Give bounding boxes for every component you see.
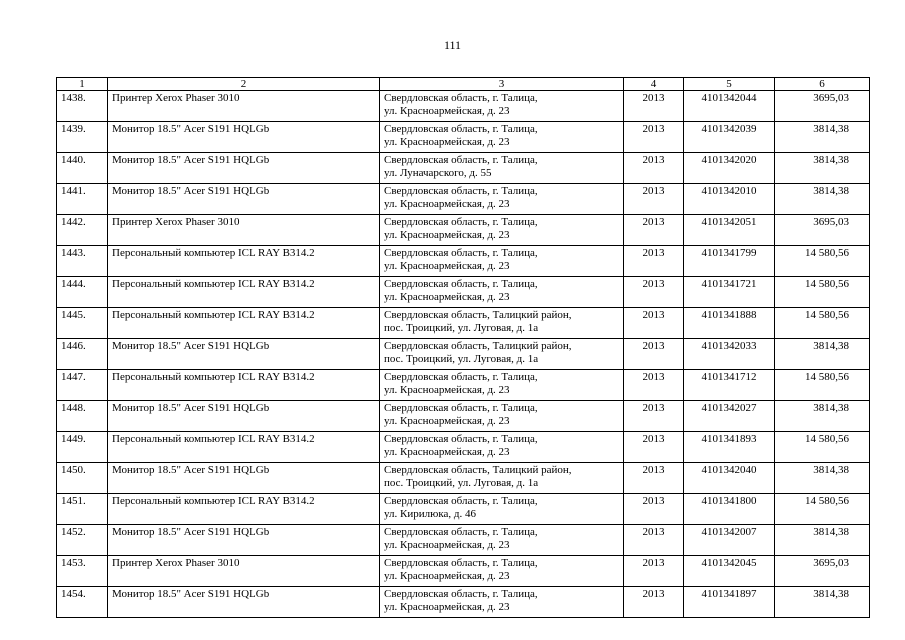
year-cell: 2013 bbox=[624, 277, 684, 308]
address-line-2: ул. Красноармейская, д. 23 bbox=[384, 415, 510, 427]
table-row bbox=[57, 432, 870, 463]
row-number-cell: 1440. bbox=[57, 153, 108, 184]
inventory-number-cell: 4101342040 bbox=[684, 463, 775, 494]
year-cell: 2013 bbox=[624, 432, 684, 463]
column-header-4: 4 bbox=[624, 78, 684, 91]
address-cell bbox=[380, 184, 624, 215]
row-number-cell: 1446. bbox=[57, 339, 108, 370]
table-row bbox=[57, 463, 870, 494]
inventory-number-cell: 4101341888 bbox=[684, 308, 775, 339]
address-cell bbox=[380, 339, 624, 370]
table-row bbox=[57, 370, 870, 401]
inventory-number-cell: 4101342033 bbox=[684, 339, 775, 370]
address-line-2: ул. Красноармейская, д. 23 bbox=[384, 105, 510, 117]
address-line-2: ул. Красноармейская, д. 23 bbox=[384, 229, 510, 241]
address-line-2: пос. Троицкий, ул. Луговая, д. 1а bbox=[384, 322, 539, 334]
address-line-1: Свердловская область, г. Талица, bbox=[384, 588, 538, 600]
year-cell: 2013 bbox=[624, 122, 684, 153]
year-cell: 2013 bbox=[624, 587, 684, 618]
table-row bbox=[57, 308, 870, 339]
page-number: 111 bbox=[443, 38, 462, 52]
inventory-number-cell: 4101342044 bbox=[684, 91, 775, 122]
address-line-2: ул. Красноармейская, д. 23 bbox=[384, 570, 510, 582]
address-line-1: Свердловская область, Талицкий район, bbox=[384, 340, 572, 352]
column-header-5: 5 bbox=[684, 78, 775, 91]
address-line-1: Свердловская область, г. Талица, bbox=[384, 402, 538, 414]
address-line-1: Свердловская область, Талицкий район, bbox=[384, 309, 572, 321]
item-name-cell: Персональный компьютер ICL RAY B314.2 bbox=[108, 246, 380, 277]
table-row bbox=[57, 215, 870, 246]
address-line-2: ул. Красноармейская, д. 23 bbox=[384, 384, 510, 396]
cost-cell: 14 580,56 bbox=[775, 432, 870, 463]
cost-cell: 3814,38 bbox=[775, 339, 870, 370]
address-line-2: ул. Красноармейская, д. 23 bbox=[384, 601, 510, 613]
column-header-2: 2 bbox=[108, 78, 380, 91]
row-number-cell: 1447. bbox=[57, 370, 108, 401]
address-cell bbox=[380, 277, 624, 308]
address-line-2: ул. Красноармейская, д. 23 bbox=[384, 539, 510, 551]
address-cell bbox=[380, 587, 624, 618]
cost-cell: 3814,38 bbox=[775, 587, 870, 618]
address-line-1: Свердловская область, г. Талица, bbox=[384, 557, 538, 569]
row-number-cell: 1441. bbox=[57, 184, 108, 215]
year-cell: 2013 bbox=[624, 91, 684, 122]
address-line-2: ул. Луначарского, д. 55 bbox=[384, 167, 492, 179]
row-number-cell: 1443. bbox=[57, 246, 108, 277]
address-line-1: Свердловская область, г. Талица, bbox=[384, 154, 538, 166]
year-cell: 2013 bbox=[624, 556, 684, 587]
address-line-1: Свердловская область, г. Талица, bbox=[384, 185, 538, 197]
address-line-1: Свердловская область, Талицкий район, bbox=[384, 464, 572, 476]
row-number-cell: 1454. bbox=[57, 587, 108, 618]
address-line-1: Свердловская область, г. Талица, bbox=[384, 247, 538, 259]
item-name-cell: Персональный компьютер ICL RAY B314.2 bbox=[108, 494, 380, 525]
table-row bbox=[57, 401, 870, 432]
address-line-2: ул. Красноармейская, д. 23 bbox=[384, 260, 510, 272]
inventory-number-cell: 4101342051 bbox=[684, 215, 775, 246]
address-line-2: ул. Красноармейская, д. 23 bbox=[384, 446, 510, 458]
table-row bbox=[57, 494, 870, 525]
address-cell bbox=[380, 91, 624, 122]
row-number-cell: 1444. bbox=[57, 277, 108, 308]
item-name-cell: Монитор 18.5" Acer S191 HQLGb bbox=[108, 587, 380, 618]
table-row bbox=[57, 587, 870, 618]
address-line-2: ул. Кирилюка, д. 46 bbox=[384, 508, 476, 520]
item-name-cell: Принтер Xerox Phaser 3010 bbox=[108, 215, 380, 246]
year-cell: 2013 bbox=[624, 184, 684, 215]
address-line-1: Свердловская область, г. Талица, bbox=[384, 278, 538, 290]
cost-cell: 14 580,56 bbox=[775, 308, 870, 339]
inventory-number-cell: 4101341800 bbox=[684, 494, 775, 525]
address-cell bbox=[380, 122, 624, 153]
address-line-1: Свердловская область, г. Талица, bbox=[384, 526, 538, 538]
item-name-cell: Монитор 18.5" Acer S191 HQLGb bbox=[108, 401, 380, 432]
row-number-cell: 1439. bbox=[57, 122, 108, 153]
table-row bbox=[57, 525, 870, 556]
inventory-number-cell: 4101342007 bbox=[684, 525, 775, 556]
inventory-number-cell: 4101342010 bbox=[684, 184, 775, 215]
address-line-1: Свердловская область, г. Талица, bbox=[384, 92, 538, 104]
address-cell bbox=[380, 494, 624, 525]
row-number-cell: 1448. bbox=[57, 401, 108, 432]
row-number-cell: 1452. bbox=[57, 525, 108, 556]
cost-cell: 3695,03 bbox=[775, 91, 870, 122]
address-line-2: ул. Красноармейская, д. 23 bbox=[384, 136, 510, 148]
row-number-cell: 1453. bbox=[57, 556, 108, 587]
table-row bbox=[57, 277, 870, 308]
table-header-row bbox=[57, 78, 870, 91]
row-number-cell: 1442. bbox=[57, 215, 108, 246]
address-line-1: Свердловская область, г. Талица, bbox=[384, 495, 538, 507]
item-name-cell: Персональный компьютер ICL RAY B314.2 bbox=[108, 308, 380, 339]
address-line-2: ул. Красноармейская, д. 23 bbox=[384, 198, 510, 210]
cost-cell: 3695,03 bbox=[775, 215, 870, 246]
cost-cell: 3814,38 bbox=[775, 401, 870, 432]
column-header-3: 3 bbox=[380, 78, 624, 91]
address-line-1: Свердловская область, г. Талица, bbox=[384, 433, 538, 445]
address-cell bbox=[380, 556, 624, 587]
cost-cell: 3814,38 bbox=[775, 184, 870, 215]
year-cell: 2013 bbox=[624, 153, 684, 184]
address-cell bbox=[380, 525, 624, 556]
inventory-number-cell: 4101342039 bbox=[684, 122, 775, 153]
inventory-number-cell: 4101342045 bbox=[684, 556, 775, 587]
cost-cell: 3814,38 bbox=[775, 122, 870, 153]
row-number-cell: 1451. bbox=[57, 494, 108, 525]
year-cell: 2013 bbox=[624, 463, 684, 494]
column-header-6: 6 bbox=[775, 78, 870, 91]
year-cell: 2013 bbox=[624, 370, 684, 401]
cost-cell: 14 580,56 bbox=[775, 370, 870, 401]
address-line-2: ул. Красноармейская, д. 23 bbox=[384, 291, 510, 303]
cost-cell: 3695,03 bbox=[775, 556, 870, 587]
year-cell: 2013 bbox=[624, 401, 684, 432]
inventory-number-cell: 4101342020 bbox=[684, 153, 775, 184]
address-cell bbox=[380, 463, 624, 494]
cost-cell: 14 580,56 bbox=[775, 246, 870, 277]
row-number-cell: 1438. bbox=[57, 91, 108, 122]
year-cell: 2013 bbox=[624, 308, 684, 339]
address-cell bbox=[380, 215, 624, 246]
item-name-cell: Монитор 18.5" Acer S191 HQLGb bbox=[108, 463, 380, 494]
address-cell bbox=[380, 246, 624, 277]
address-line-2: пос. Троицкий, ул. Луговая, д. 1а bbox=[384, 477, 539, 489]
item-name-cell: Персональный компьютер ICL RAY B314.2 bbox=[108, 370, 380, 401]
year-cell: 2013 bbox=[624, 215, 684, 246]
table-row bbox=[57, 91, 870, 122]
item-name-cell: Монитор 18.5" Acer S191 HQLGb bbox=[108, 339, 380, 370]
table-row bbox=[57, 246, 870, 277]
address-cell bbox=[380, 432, 624, 463]
inventory-number-cell: 4101342027 bbox=[684, 401, 775, 432]
table-row bbox=[57, 339, 870, 370]
item-name-cell: Персональный компьютер ICL RAY B314.2 bbox=[108, 432, 380, 463]
item-name-cell: Монитор 18.5" Acer S191 HQLGb bbox=[108, 525, 380, 556]
item-name-cell: Монитор 18.5" Acer S191 HQLGb bbox=[108, 153, 380, 184]
cost-cell: 3814,38 bbox=[775, 463, 870, 494]
cost-cell: 14 580,56 bbox=[775, 494, 870, 525]
inventory-number-cell: 4101341897 bbox=[684, 587, 775, 618]
cost-cell: 3814,38 bbox=[775, 153, 870, 184]
year-cell: 2013 bbox=[624, 525, 684, 556]
item-name-cell: Монитор 18.5" Acer S191 HQLGb bbox=[108, 122, 380, 153]
address-line-1: Свердловская область, г. Талица, bbox=[384, 123, 538, 135]
table-row bbox=[57, 122, 870, 153]
cost-cell: 14 580,56 bbox=[775, 277, 870, 308]
cost-cell: 3814,38 bbox=[775, 525, 870, 556]
item-name-cell: Принтер Xerox Phaser 3010 bbox=[108, 91, 380, 122]
item-name-cell: Монитор 18.5" Acer S191 HQLGb bbox=[108, 184, 380, 215]
column-header-1: 1 bbox=[57, 78, 108, 91]
table-row bbox=[57, 184, 870, 215]
address-line-1: Свердловская область, г. Талица, bbox=[384, 216, 538, 228]
inventory-number-cell: 4101341893 bbox=[684, 432, 775, 463]
year-cell: 2013 bbox=[624, 246, 684, 277]
row-number-cell: 1445. bbox=[57, 308, 108, 339]
year-cell: 2013 bbox=[624, 339, 684, 370]
row-number-cell: 1450. bbox=[57, 463, 108, 494]
address-line-1: Свердловская область, г. Талица, bbox=[384, 371, 538, 383]
item-name-cell: Персональный компьютер ICL RAY B314.2 bbox=[108, 277, 380, 308]
item-name-cell: Принтер Xerox Phaser 3010 bbox=[108, 556, 380, 587]
address-line-2: пос. Троицкий, ул. Луговая, д. 1а bbox=[384, 353, 539, 365]
property-table bbox=[56, 77, 870, 618]
table-row bbox=[57, 153, 870, 184]
inventory-number-cell: 4101341712 bbox=[684, 370, 775, 401]
row-number-cell: 1449. bbox=[57, 432, 108, 463]
year-cell: 2013 bbox=[624, 494, 684, 525]
inventory-number-cell: 4101341721 bbox=[684, 277, 775, 308]
address-cell bbox=[380, 370, 624, 401]
inventory-number-cell: 4101341799 bbox=[684, 246, 775, 277]
address-cell bbox=[380, 308, 624, 339]
address-cell bbox=[380, 401, 624, 432]
table-row bbox=[57, 556, 870, 587]
address-cell bbox=[380, 153, 624, 184]
